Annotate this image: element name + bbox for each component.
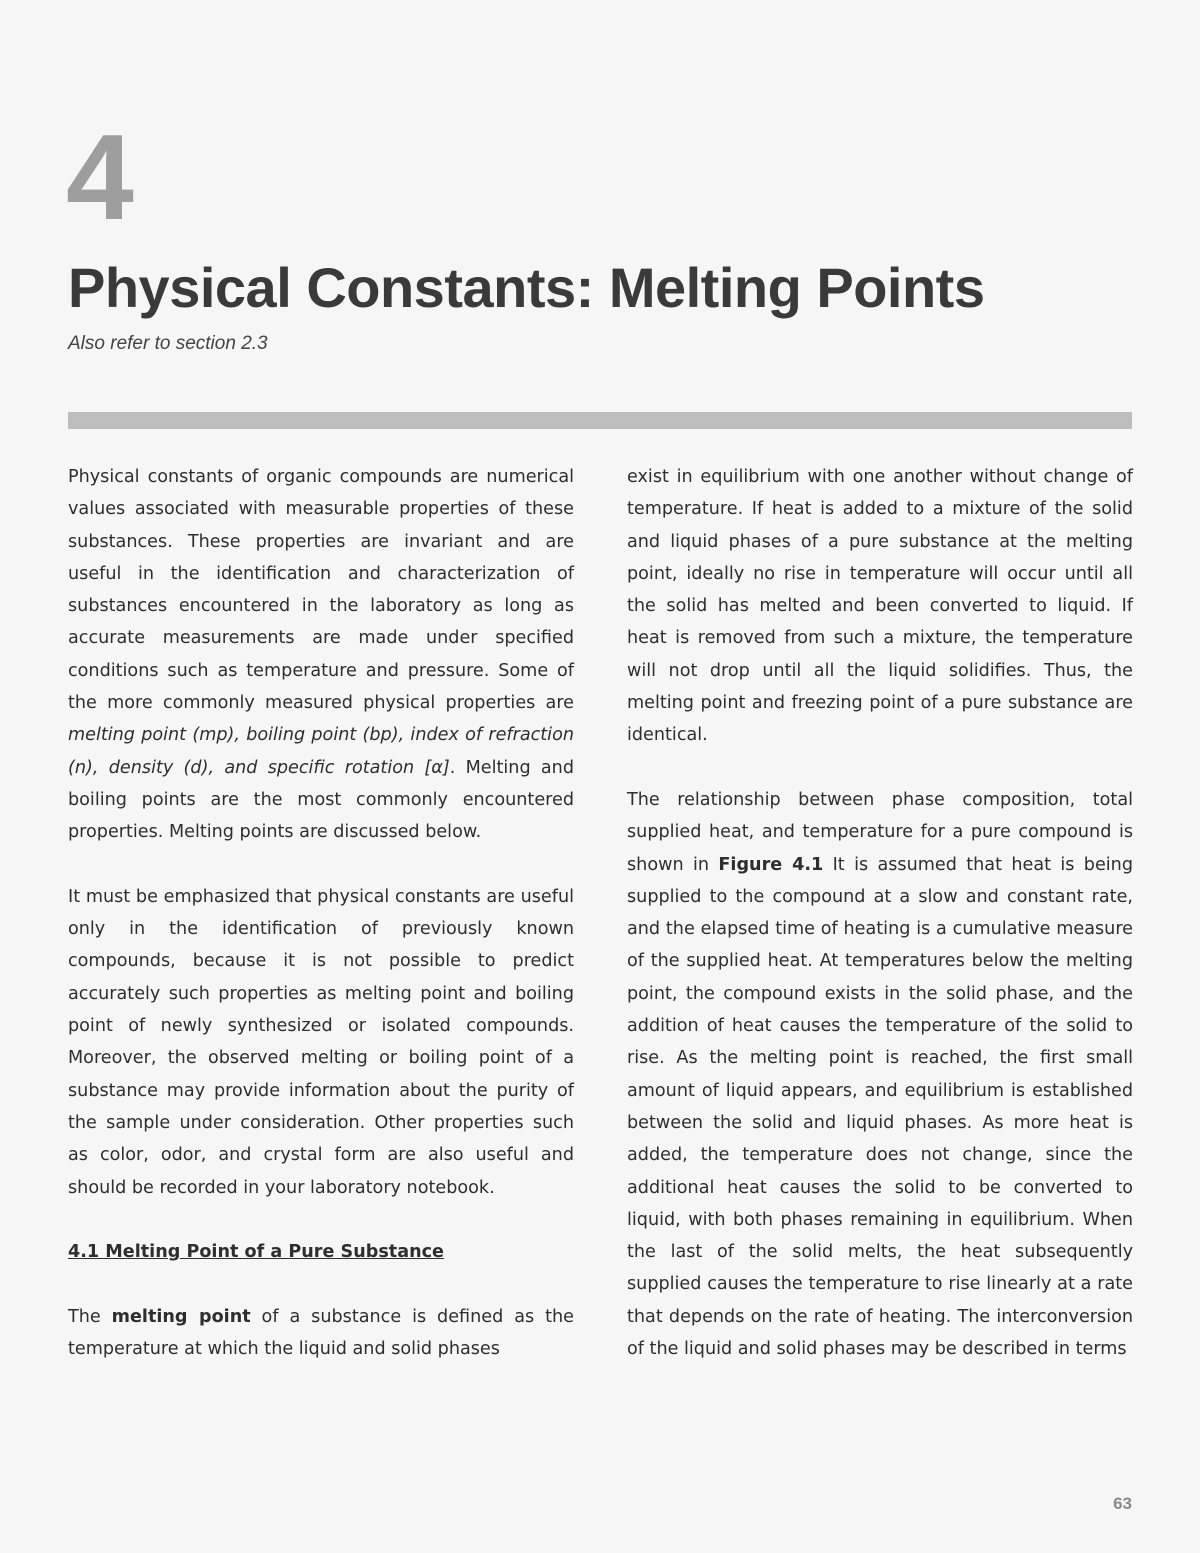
paragraph-text: . Melting and boiling points are the most commonly encountered properties. Melting points are discussed below. (68, 757, 574, 843)
bold-term-melting-point: melting point (111, 1306, 251, 1327)
chapter-title: Physical Constants: Melting Points (68, 256, 985, 319)
section-heading-4-1: 4.1 Melting Point of a Pure Substance (68, 1242, 444, 1263)
paragraph-physical-constants (68, 461, 574, 849)
figure-reference-4-1: Figure 4.1 (718, 854, 824, 875)
paragraph-emphasis: It must be emphasized that physical constants are useful only in the identification of previously known compounds, because it is not possible to predict accurately such properties as melting point and boiling point of newly synthesized or isolated compounds. Moreover, the observed melting or boiling point of a substance may provide information about the purity of the sample under consideration. Other properties such as color, odor, and crystal form are also useful and should be recorded in your laboratory notebook. (68, 886, 574, 1198)
paragraph-text: The (68, 1306, 112, 1327)
italic-property-list: melting point (mp), boiling point (bp), index of refraction (n), density (d), and specific rotation [α] (68, 725, 574, 778)
paragraph-equilibrium: exist in equilibrium with one another without change of temperature. If heat is added to a mixture of the solid and liquid phases of a pure substance at the melting point, ideally no rise in temperature will occur until all the solid has melted and been converted to liquid. If heat is removed from such a mixture, the temperature will not drop until all the liquid solidifies. Thus, the melting point and freezing point of a pure substance are identical. (627, 467, 1133, 746)
chapter-number: 4 (66, 109, 134, 245)
paragraph-text: Physical constants of organic compounds are numerical values associated with measurable properties of these substances. These properties are invariant and are useful in the identification and characterization of substances encountered in the laboratory as long as accurate measurements are made under specified conditions such as temperature and pressure. Some of the more commonly measured physical properties are (68, 467, 574, 714)
paragraph-phase-relationship (627, 784, 1133, 1365)
chapter-subtitle: Also refer to section 2.3 (68, 333, 268, 354)
header-divider (68, 412, 1132, 429)
paragraph-text: It is assumed that heat is being supplied to the compound at a slow and constant rate, and the elapsed time of heating is a cumulative measure of the supplied heat. At temperatures below the melting point, the compound exists in the solid phase, and the addition of heat causes the temperature of the solid to rise. As the melting point is reached, the first small amount of liquid appears, and equilibrium is established between the solid and liquid phases. As more heat is added, the temperature does not change, since the additional heat causes the solid to be converted to liquid, with both phases remaining in equilibrium. When the last of the solid melts, the heat subsequently supplied causes the temperature to rise linearly at a rate that depends on the rate of heating. The interconversion of the liquid and solid phases may be described in terms (627, 854, 1133, 1360)
paragraph-text: The relationship between phase composition, total supplied heat, and temperature for a pure compound is shown in (627, 789, 1133, 875)
paragraph-melting-point-definition (68, 1301, 574, 1366)
page-number: 63 (1113, 1494, 1132, 1513)
right-column (627, 461, 1133, 1365)
left-column (68, 461, 574, 1365)
paragraph-text: of a substance is defined as the temperature at which the liquid and solid phases (68, 1306, 574, 1360)
